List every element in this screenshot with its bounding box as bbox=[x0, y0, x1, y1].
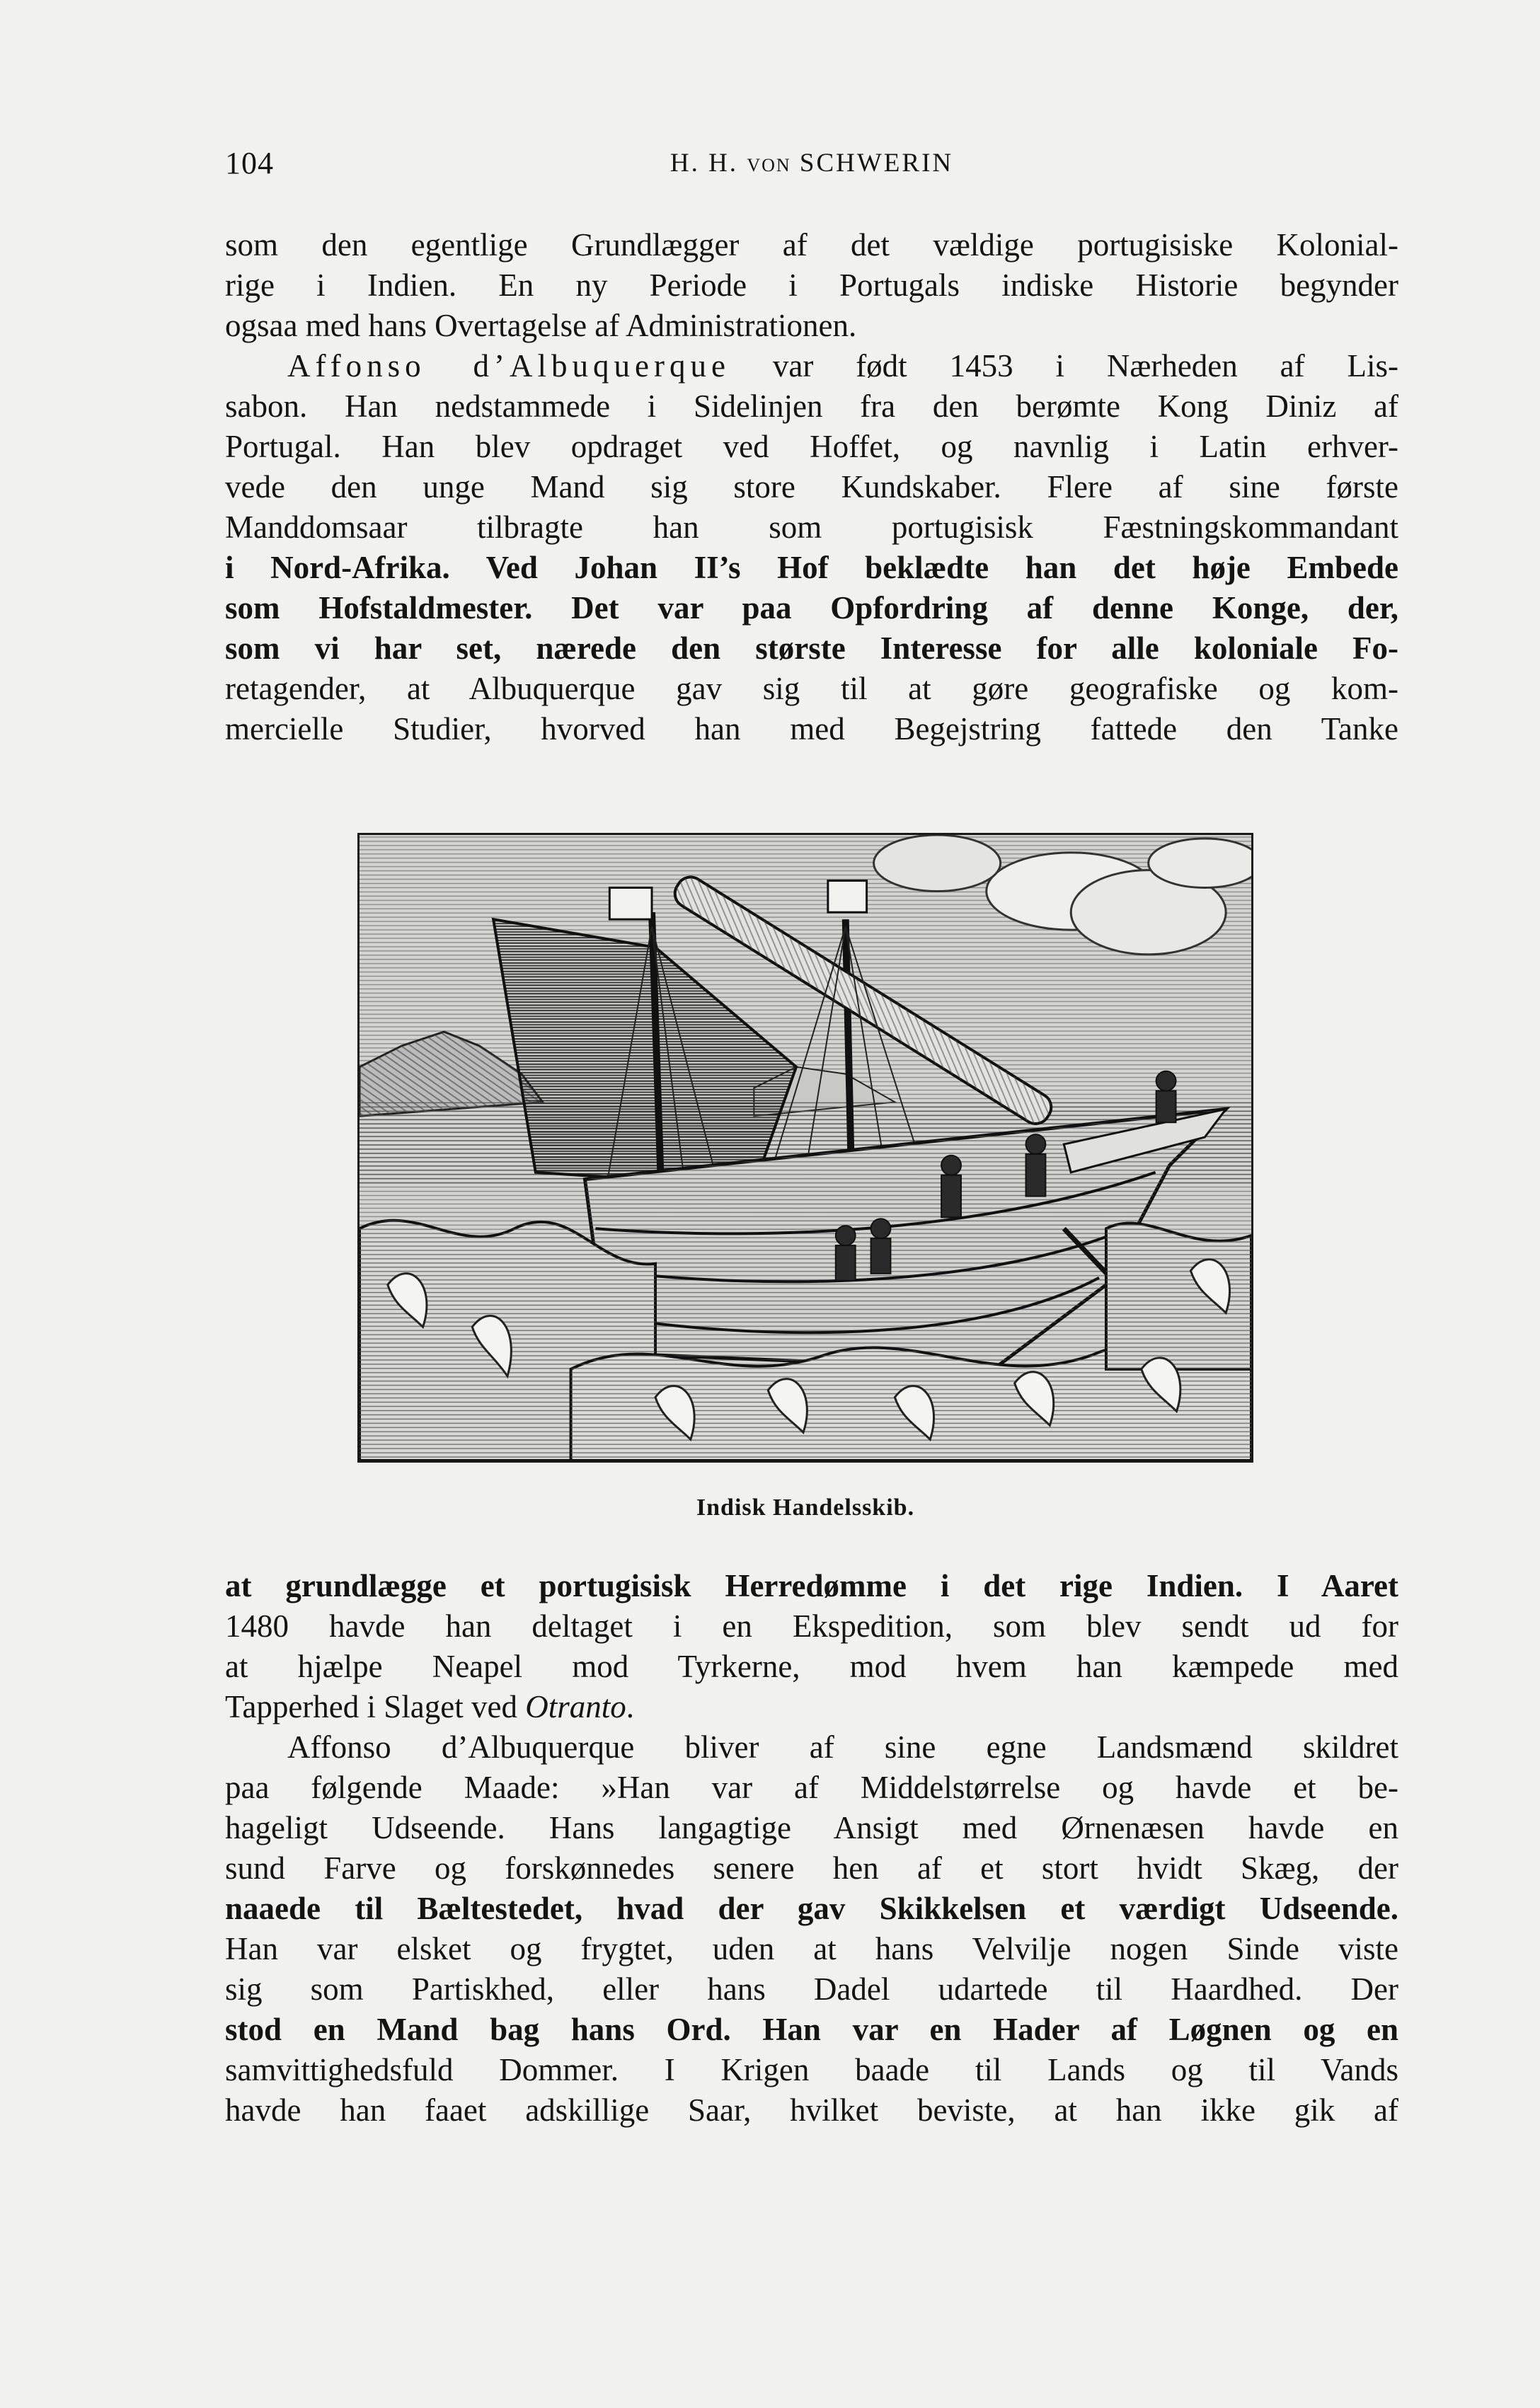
text-line: retagender, at Albuquerque gav sig til at gøre geografiske og kom- bbox=[225, 671, 1398, 706]
text-span: . bbox=[626, 1689, 634, 1724]
text-line: sund Farve og forskønnedes senere hen af et stort hvidt Skæg, der bbox=[225, 1850, 1398, 1886]
italic-place-name: Otranto bbox=[525, 1689, 626, 1724]
page-header bbox=[225, 145, 1398, 188]
text-line: stod en Mand bag hans Ord. Han var en Hader af Løgnen og en bbox=[225, 2012, 1398, 2047]
text-span: Tapperhed i Slaget ved bbox=[225, 1689, 517, 1724]
text-line: vede den unge Mand sig store Kundskaber. Flere af sine første bbox=[225, 469, 1398, 505]
author-initials: H. H. bbox=[670, 149, 739, 178]
text-line: at grundlægge et portugisisk Herredømme i det rige Indien. I Aaret bbox=[225, 1568, 1398, 1603]
text-line: samvittighedsfuld Dommer. I Krigen baade til Lands og til Vands bbox=[225, 2052, 1398, 2087]
text-line: Han var elsket og frygtet, uden at hans Velvilje nogen Sinde viste bbox=[225, 1931, 1398, 1966]
running-head bbox=[225, 148, 1398, 178]
text-line: mercielle Studier, hvorved han med Begejstring fattede den Tanke bbox=[225, 711, 1398, 747]
text-block-bottom bbox=[225, 1566, 1398, 2131]
text-line: naaede til Bæltestedet, hvad der gav Skikkelsen et værdigt Udseende. bbox=[225, 1891, 1398, 1926]
text-line: havde han faaet adskillige Saar, hvilket beviste, at han ikke gik af bbox=[225, 2092, 1398, 2128]
author-surname: SCHWERIN bbox=[799, 149, 954, 178]
page-number: 104 bbox=[225, 146, 274, 180]
figure-caption: Indisk Handelsskib. bbox=[696, 1494, 915, 1521]
text-line: Portugal. Han blev opdraget ved Hoffet, og navnlig i Latin erhver- bbox=[225, 429, 1398, 464]
text-line bbox=[225, 1687, 1398, 1727]
text-line: rige i Indien. En ny Periode i Portugals indiske Historie begynder bbox=[225, 267, 1398, 303]
text-line bbox=[225, 346, 1398, 386]
text-line: som vi har set, nærede den største Interesse for alle koloniale Fo- bbox=[225, 630, 1398, 666]
text-line: som Hofstaldmester. Det var paa Opfordring af denne Konge, der, bbox=[225, 590, 1398, 626]
text-line: sig som Partiskhed, eller hans Dadel udartede til Haardhed. Der bbox=[225, 1971, 1398, 2007]
text-line: at hjælpe Neapel mod Tyrkerne, mod hvem han kæmpede med bbox=[225, 1649, 1398, 1684]
text-line: ogsaa med hans Overtagelse af Administrationen. bbox=[225, 308, 857, 343]
person-name: Affonso d’Albuquerque bbox=[287, 348, 730, 384]
text-line: 1480 havde han deltaget i en Ekspedition, som blev sendt ud for bbox=[225, 1608, 1398, 1644]
text-span: var født 1453 i Nærheden af Lis- bbox=[772, 348, 1398, 384]
ship-engraving-image bbox=[360, 835, 1251, 1461]
text-line: sabon. Han nedstammede i Sidelinjen fra den berømte Kong Diniz af bbox=[225, 388, 1398, 424]
text-block-top bbox=[225, 225, 1398, 749]
text-line: i Nord-Afrika. Ved Johan II’s Hof beklædte han det høje Embede bbox=[225, 550, 1398, 585]
text-line: Manddomsaar tilbragte han som portugisisk Fæstningskommandant bbox=[225, 509, 1398, 545]
text-line: som den egentlige Grundlægger af det vældige portugisiske Kolonial- bbox=[225, 227, 1398, 263]
text-line: hageligt Udseende. Hans langagtige Ansigt med Ørnenæsen havde en bbox=[225, 1810, 1398, 1845]
author-particle: VON bbox=[747, 155, 791, 175]
text-line: Affonso d’Albuquerque bliver af sine egne Landsmænd skildret bbox=[287, 1729, 1398, 1765]
ship-illustration bbox=[357, 833, 1253, 1463]
text-line: paa følgende Maade: »Han var af Middelstørrelse og havde et be- bbox=[225, 1770, 1398, 1805]
